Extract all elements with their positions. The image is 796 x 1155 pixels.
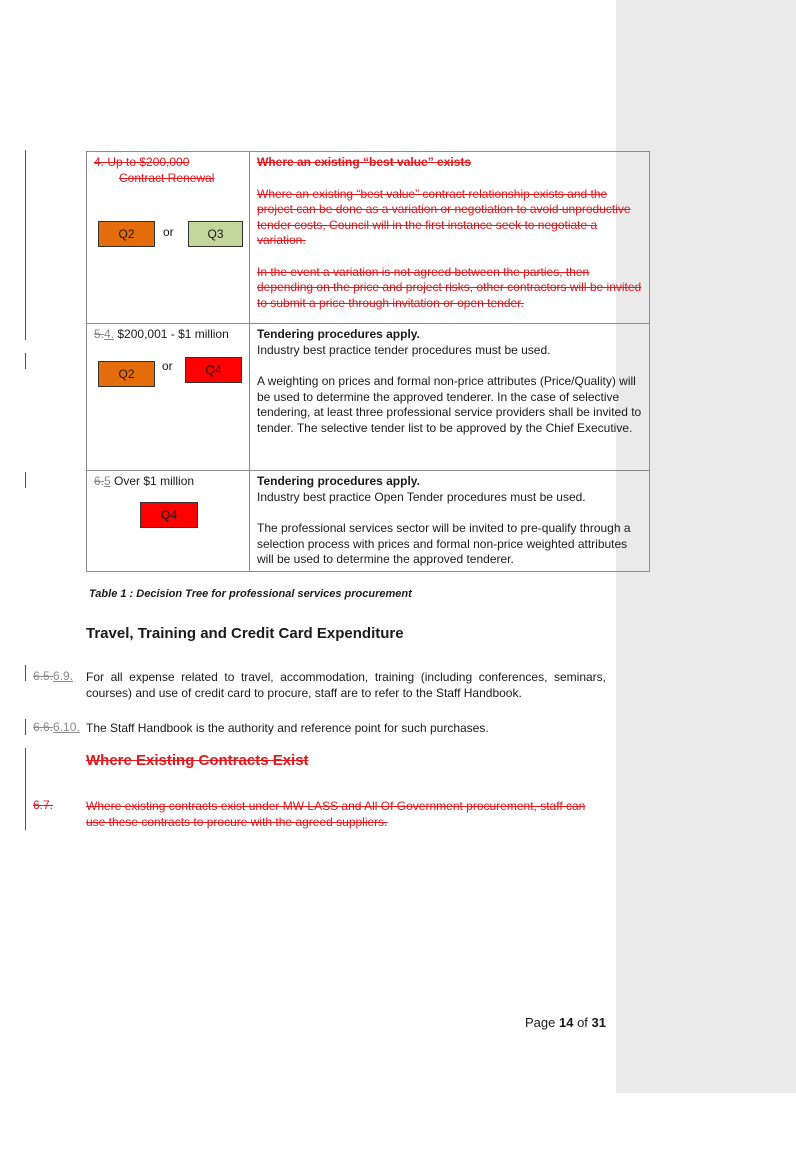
comment-pane-footer	[616, 1093, 796, 1155]
procedure-text: The professional services sector will be invited to pre-qualify through a selection process with prices and formal non-price weighted attributes will be used to determine the approved tenderer.	[257, 521, 631, 566]
threshold-label: 6.5 Over $1 million	[94, 474, 195, 488]
threshold-label: 4. Up to $200,000	[94, 155, 190, 169]
paragraph: For all expense related to travel, accommodation, training (including conferences, seminars, courses) and use of credit card to procure, staff are to refer to the Staff Handbook.	[86, 670, 606, 700]
section-heading: Travel, Training and Credit Card Expenditure	[86, 625, 404, 642]
change-bar	[25, 150, 26, 340]
threshold-sublabel: Contract Renewal	[119, 170, 215, 185]
q2-box: Q2	[98, 221, 155, 247]
threshold-cell	[87, 152, 250, 324]
procedure-text: In the event a variation is not agreed between the parties, then depending on the price and project risks, other contractors will be invited to submit a price through invitation or open tender.	[257, 264, 642, 310]
procedure-heading: Tendering procedures apply.	[257, 327, 420, 341]
page-number: Page 14 of 31	[525, 1015, 606, 1030]
procedure-cell	[250, 152, 650, 324]
item-number: 6.5.6.9.	[33, 669, 74, 683]
q3-box: Q3	[188, 221, 243, 247]
deleted-paragraph: Where existing contracts exist under MW LASS and All Of Government procurement, staff can use these contracts to procure with the agreed suppliers.	[86, 799, 586, 829]
procedure-text: Industry best practice tender procedures must be used.	[257, 342, 551, 357]
item-number: 6.7.	[33, 798, 54, 812]
or-text: or	[163, 225, 174, 239]
threshold-label: 5.4. $200,001 - $1 million	[94, 327, 229, 341]
change-bar	[25, 748, 26, 830]
or-text: or	[162, 359, 173, 373]
procedure-heading: Where an existing “best value” exists	[257, 155, 472, 169]
deleted-heading: Where Existing Contracts Exist	[86, 752, 309, 769]
procedure-cell	[250, 471, 650, 572]
procedure-text: Where an existing “best value” contract relationship exists and the project can be done as a variation or negotiation to avoid unproductive tender costs, Council will in the first instance seek to negotiate a variation.	[257, 186, 631, 247]
threshold-cell	[87, 471, 250, 572]
procedure-text: A weighting on prices and formal non-price attributes (Price/Quality) will be used to determine the approved tenderer. In the case of selective tendering, at least three professional service providers shall be invited to tender. The selective tender list to be approved by the Chief Executive.	[257, 374, 642, 435]
procedure-heading: Tendering procedures apply.	[257, 474, 420, 488]
q4-box: Q4	[185, 357, 242, 383]
change-bar	[25, 665, 26, 681]
change-bar	[25, 472, 26, 488]
procedure-text: Industry best practice Open Tender procedures must be used.	[257, 489, 586, 504]
table-caption: Table 1 : Decision Tree for professional services procurement	[89, 588, 412, 600]
q4-box: Q4	[140, 502, 198, 528]
table-row	[87, 471, 650, 572]
change-bar	[25, 719, 26, 735]
table-row	[87, 324, 650, 471]
decision-tree-table	[86, 151, 650, 572]
paragraph: The Staff Handbook is the authority and reference point for such purchases.	[86, 721, 489, 735]
item-number: 6.6.6.10.	[33, 720, 80, 734]
table-row	[87, 152, 650, 324]
threshold-cell	[87, 324, 250, 471]
change-bar	[25, 353, 26, 369]
procedure-cell	[250, 324, 650, 471]
q2-box: Q2	[98, 361, 155, 387]
